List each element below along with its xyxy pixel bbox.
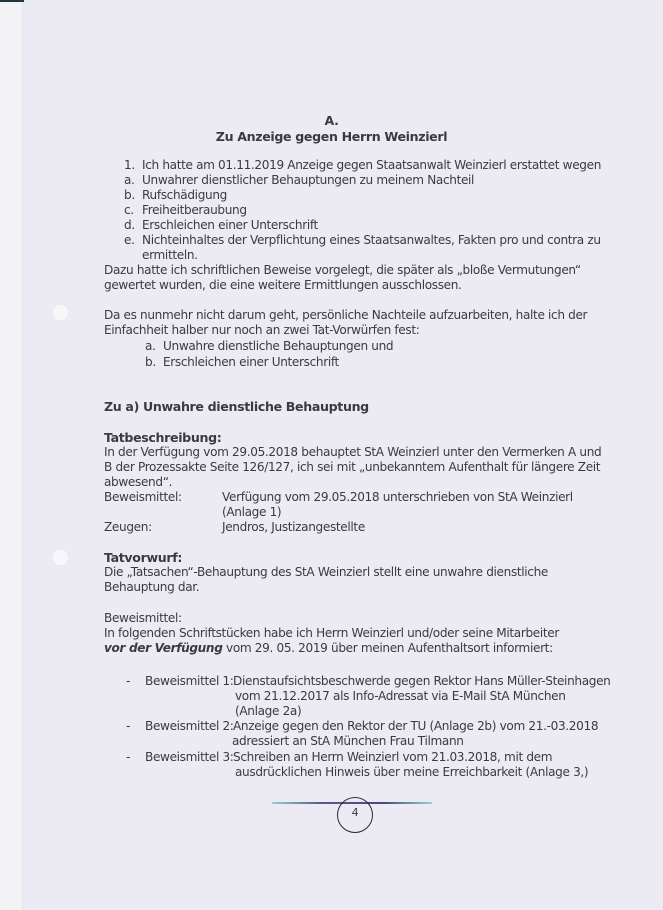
list-text: Ich hatte am 01.11.2019 Anzeige gegen Staatsanwalt Weinzierl erstattet wegen	[142, 158, 602, 172]
paragraph-line: Da es nunmehr nicht darum geht, persönliche Nachteile aufzuarbeiten, halte ich der	[104, 308, 588, 322]
bullet-dash: -	[126, 674, 131, 688]
bullet-dash: -	[126, 719, 131, 733]
paragraph-text: vom 29. 05. 2019 über meinen Aufenthaltsort informiert:	[222, 641, 553, 655]
paragraph-line: Behauptung dar.	[104, 580, 200, 594]
paragraph-line: Die „Tatsachen“-Behauptung des StA Weinzierl stellt eine unwahre dienstliche	[104, 565, 549, 579]
beweismittel-value: (Anlage 1)	[222, 505, 282, 519]
punch-hole-top	[52, 304, 69, 321]
evidence-text: vom 21.12.2017 als Info-Adressat via E-Mail StA München	[235, 689, 566, 703]
list-text: Unwahrer dienstlicher Behauptungen zu meinem Nachteil	[142, 173, 475, 187]
list-marker: a.	[145, 339, 156, 353]
evidence-text: ausdrücklichen Hinweis über meine Erreichbarkeit (Anlage 3,)	[235, 765, 589, 779]
section-title: Zu Anzeige gegen Herrn Weinzierl	[215, 129, 448, 144]
paragraph-line: B der Prozessakte Seite 126/127, ich sei mit „unbekanntem Aufenthalt für längere Zeit	[104, 460, 601, 474]
list-text: Nichteinhaltes der Verpflichtung eines Staatsanwaltes, Fakten pro und contra zu	[142, 233, 601, 247]
list-marker: e.	[124, 233, 135, 247]
section-letter: A.	[324, 113, 339, 128]
list-marker: b.	[124, 188, 135, 202]
tatvorwurf-heading: Tatvorwurf:	[104, 550, 183, 565]
paragraph-line: Dazu hatte ich schriftlichen Beweise vorgelegt, die später als „bloße Vermutungen“	[104, 263, 581, 277]
list-marker: c.	[124, 203, 134, 217]
emphasis-text: vor der Verfügung	[104, 641, 223, 655]
zeugen-label: Zeugen:	[104, 520, 152, 534]
paragraph-line	[104, 641, 553, 656]
paragraph-line: Einfachheit halber nur noch an zwei Tat-Vorwürfen fest:	[104, 323, 420, 337]
list-text: Erschleichen einer Unterschrift	[142, 218, 318, 232]
scan-edge-mark	[0, 0, 24, 2]
list-text: Erschleichen einer Unterschrift	[163, 355, 339, 369]
subsection-title: Zu a) Unwahre dienstliche Behauptung	[104, 399, 369, 414]
list-text: Freiheitberaubung	[142, 203, 247, 217]
evidence-text: Anzeige gegen den Rektor der TU (Anlage 2b) vom 21.-03.2018	[233, 719, 599, 733]
beweismittel-label: Beweismittel:	[104, 490, 182, 504]
list-marker: b.	[145, 355, 156, 369]
evidence-text: Schreiben an Herrn Weinzierl vom 21.03.2018, mit dem	[233, 750, 553, 764]
beweismittel-label: Beweismittel:	[104, 611, 182, 625]
paragraph-line: gewertet wurden, die eine weitere Ermittlungen ausschlossen.	[104, 278, 462, 292]
evidence-label: Beweismittel 1:	[145, 674, 234, 688]
list-marker: a.	[124, 173, 135, 187]
tatbeschreibung-heading: Tatbeschreibung:	[104, 430, 222, 445]
bullet-dash: -	[126, 750, 131, 764]
beweismittel-value: Verfügung vom 29.05.2018 unterschrieben von StA Weinzierl	[222, 490, 573, 504]
evidence-label: Beweismittel 2:	[145, 719, 234, 733]
paragraph-line: In folgenden Schriftstücken habe ich Herrn Weinzierl und/oder seine Mitarbeiter	[104, 626, 560, 640]
punch-hole-bottom	[52, 549, 69, 566]
zeugen-value: Jendros, Justizangestellte	[222, 520, 365, 534]
evidence-label: Beweismittel 3:	[145, 750, 234, 764]
evidence-text: (Anlage 2a)	[235, 704, 302, 718]
paragraph-line: In der Verfügung vom 29.05.2018 behauptet StA Weinzierl unter den Vermerken A und	[104, 445, 602, 459]
paragraph-line: abwesend“.	[104, 475, 173, 489]
list-marker: 1.	[124, 158, 135, 172]
list-marker: d.	[124, 218, 135, 232]
page-number: 4	[351, 806, 359, 819]
evidence-text: adressiert an StA München Frau Tilmann	[232, 734, 464, 748]
list-text: Rufschädigung	[142, 188, 227, 202]
list-text: Unwahre dienstliche Behauptungen und	[163, 339, 394, 353]
list-text-continuation: ermitteln.	[142, 248, 198, 262]
evidence-text: Dienstaufsichtsbeschwerde gegen Rektor Hans Müller-Steinhagen	[233, 674, 611, 688]
